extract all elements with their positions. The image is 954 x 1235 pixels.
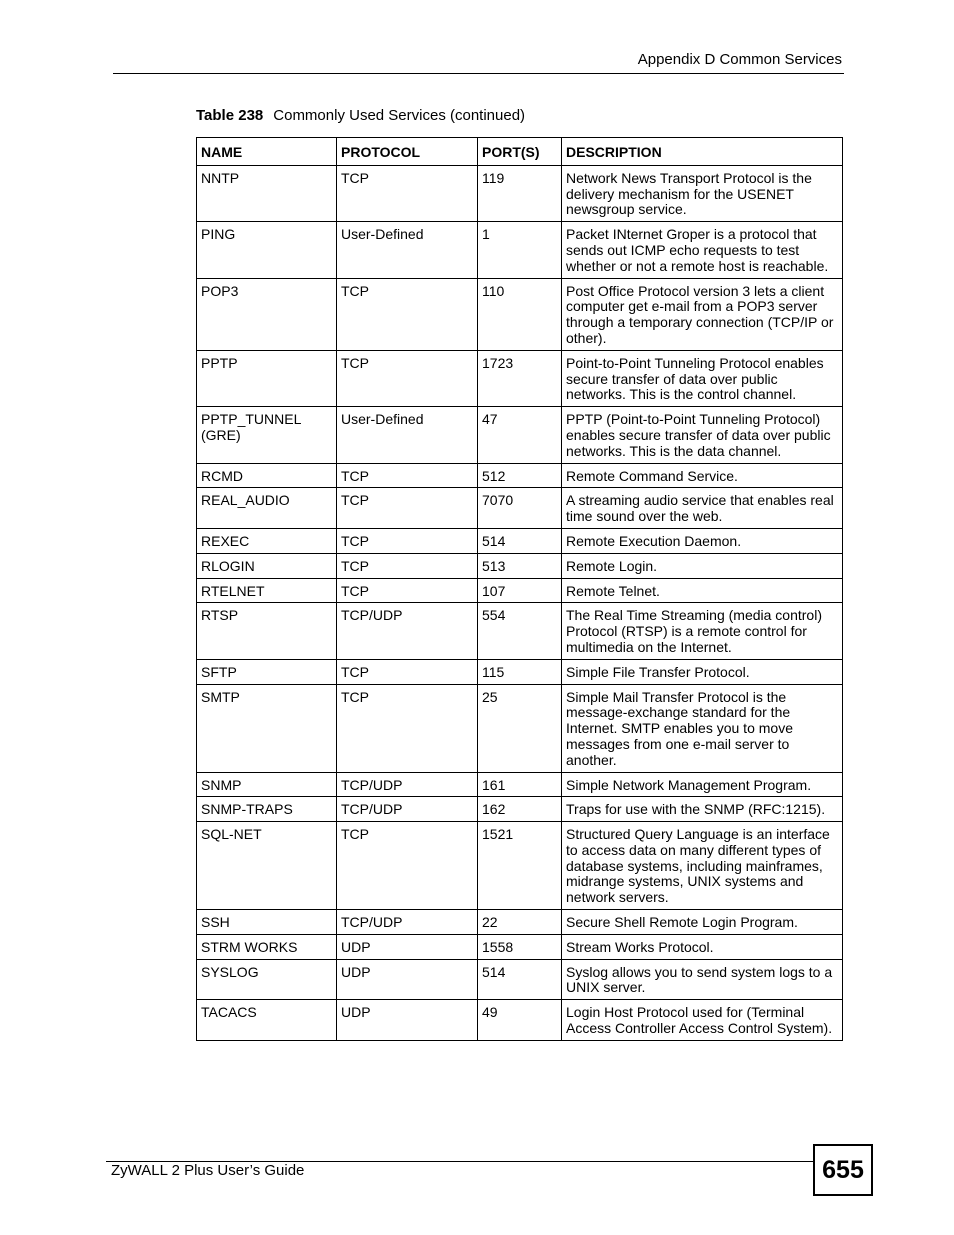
- cell-ports: 554: [478, 603, 562, 659]
- table-row: [197, 959, 843, 1000]
- table-row: [197, 165, 843, 221]
- cell-ports: 514: [478, 528, 562, 553]
- cell-description: A streaming audio service that enables real time sound over the web.: [562, 488, 843, 529]
- table-row: [197, 407, 843, 463]
- cell-protocol: TCP: [337, 165, 478, 221]
- cell-ports: 513: [478, 553, 562, 578]
- table-row: [197, 553, 843, 578]
- table-row: [197, 350, 843, 406]
- cell-protocol: TCP: [337, 350, 478, 406]
- cell-protocol: User-Defined: [337, 222, 478, 278]
- cell-description: Syslog allows you to send system logs to a UNIX server.: [562, 959, 843, 1000]
- cell-name: RLOGIN: [197, 553, 337, 578]
- cell-description: Traps for use with the SNMP (RFC:1215).: [562, 797, 843, 822]
- cell-description: Simple File Transfer Protocol.: [562, 659, 843, 684]
- cell-name: RCMD: [197, 463, 337, 488]
- cell-name: RTSP: [197, 603, 337, 659]
- header-divider: [113, 73, 844, 74]
- table-row: [197, 934, 843, 959]
- cell-protocol: TCP: [337, 488, 478, 529]
- cell-protocol: UDP: [337, 1000, 478, 1041]
- column-header-protocol: PROTOCOL: [337, 138, 478, 166]
- table-row: [197, 463, 843, 488]
- cell-name: TACACS: [197, 1000, 337, 1041]
- cell-protocol: TCP: [337, 659, 478, 684]
- cell-name: NNTP: [197, 165, 337, 221]
- cell-ports: 1558: [478, 934, 562, 959]
- cell-protocol: TCP: [337, 463, 478, 488]
- cell-name: SMTP: [197, 684, 337, 772]
- cell-description: Secure Shell Remote Login Program.: [562, 910, 843, 935]
- table-caption-label: Table 238: [196, 107, 264, 124]
- cell-name: PPTP_TUNNEL (GRE): [197, 407, 337, 463]
- cell-ports: 7070: [478, 488, 562, 529]
- cell-description: Remote Telnet.: [562, 578, 843, 603]
- cell-ports: 110: [478, 278, 562, 350]
- table-row: [197, 659, 843, 684]
- cell-name: SNMP-TRAPS: [197, 797, 337, 822]
- cell-name: RTELNET: [197, 578, 337, 603]
- table-row: [197, 684, 843, 772]
- cell-ports: 49: [478, 1000, 562, 1041]
- cell-ports: 514: [478, 959, 562, 1000]
- cell-ports: 25: [478, 684, 562, 772]
- cell-ports: 107: [478, 578, 562, 603]
- cell-ports: 162: [478, 797, 562, 822]
- cell-protocol: TCP: [337, 822, 478, 910]
- cell-description: Remote Execution Daemon.: [562, 528, 843, 553]
- cell-name: SFTP: [197, 659, 337, 684]
- cell-description: PPTP (Point-to-Point Tunneling Protocol) enables secure transfer of data over public networks. This is the data channel.: [562, 407, 843, 463]
- cell-protocol: TCP: [337, 528, 478, 553]
- table-caption: [196, 107, 525, 124]
- cell-ports: 1521: [478, 822, 562, 910]
- cell-ports: 1723: [478, 350, 562, 406]
- cell-name: SSH: [197, 910, 337, 935]
- table-row: [197, 910, 843, 935]
- services-table: [196, 137, 843, 1041]
- cell-protocol: UDP: [337, 934, 478, 959]
- cell-protocol: User-Defined: [337, 407, 478, 463]
- cell-description: Structured Query Language is an interface to access data on many different types of database systems, including mainframes, midrange systems, UNIX systems and network servers.: [562, 822, 843, 910]
- cell-ports: 22: [478, 910, 562, 935]
- cell-description: Remote Command Service.: [562, 463, 843, 488]
- cell-ports: 115: [478, 659, 562, 684]
- table-header-row: [197, 138, 843, 166]
- cell-name: SNMP: [197, 772, 337, 797]
- table-row: [197, 772, 843, 797]
- cell-ports: 119: [478, 165, 562, 221]
- table-row: [197, 528, 843, 553]
- cell-description: Simple Mail Transfer Protocol is the message-exchange standard for the Internet. SMTP enables you to move messages from one e-mail server to another.: [562, 684, 843, 772]
- cell-name: SQL-NET: [197, 822, 337, 910]
- column-header-name: NAME: [197, 138, 337, 166]
- table-row: [197, 278, 843, 350]
- cell-name: POP3: [197, 278, 337, 350]
- table-row: [197, 1000, 843, 1041]
- cell-name: PING: [197, 222, 337, 278]
- footer-guide-title: ZyWALL 2 Plus User’s Guide: [111, 1162, 305, 1179]
- table-caption-text: Commonly Used Services (continued): [273, 107, 526, 124]
- table-row: [197, 488, 843, 529]
- cell-protocol: TCP/UDP: [337, 797, 478, 822]
- cell-description: Simple Network Management Program.: [562, 772, 843, 797]
- cell-protocol: TCP: [337, 553, 478, 578]
- table-row: [197, 797, 843, 822]
- cell-description: Packet INternet Groper is a protocol that sends out ICMP echo requests to test whether or not a remote host is reachable.: [562, 222, 843, 278]
- cell-description: Point-to-Point Tunneling Protocol enables secure transfer of data over public networks. This is the control channel.: [562, 350, 843, 406]
- cell-ports: 161: [478, 772, 562, 797]
- cell-ports: 512: [478, 463, 562, 488]
- table-body: [197, 165, 843, 1040]
- page-number: 655: [813, 1144, 873, 1196]
- cell-name: REXEC: [197, 528, 337, 553]
- cell-ports: 1: [478, 222, 562, 278]
- cell-description: The Real Time Streaming (media control) Protocol (RTSP) is a remote control for multimedia on the Internet.: [562, 603, 843, 659]
- cell-protocol: UDP: [337, 959, 478, 1000]
- column-header-ports: PORT(S): [478, 138, 562, 166]
- table-row: [197, 578, 843, 603]
- table-row: [197, 222, 843, 278]
- cell-ports: 47: [478, 407, 562, 463]
- cell-protocol: TCP: [337, 278, 478, 350]
- cell-protocol: TCP/UDP: [337, 772, 478, 797]
- table-row: [197, 603, 843, 659]
- cell-name: PPTP: [197, 350, 337, 406]
- cell-protocol: TCP: [337, 578, 478, 603]
- cell-description: Remote Login.: [562, 553, 843, 578]
- running-header: Appendix D Common Services: [637, 51, 842, 68]
- cell-description: Network News Transport Protocol is the delivery mechanism for the USENET newsgroup service.: [562, 165, 843, 221]
- cell-name: STRM WORKS: [197, 934, 337, 959]
- cell-description: Post Office Protocol version 3 lets a client computer get e-mail from a POP3 server through a temporary connection (TCP/IP or other).: [562, 278, 843, 350]
- cell-protocol: TCP: [337, 684, 478, 772]
- cell-name: REAL_AUDIO: [197, 488, 337, 529]
- cell-protocol: TCP/UDP: [337, 603, 478, 659]
- table-row: [197, 822, 843, 910]
- cell-description: Login Host Protocol used for (Terminal Access Controller Access Control System).: [562, 1000, 843, 1041]
- cell-protocol: TCP/UDP: [337, 910, 478, 935]
- cell-description: Stream Works Protocol.: [562, 934, 843, 959]
- column-header-description: DESCRIPTION: [562, 138, 843, 166]
- cell-name: SYSLOG: [197, 959, 337, 1000]
